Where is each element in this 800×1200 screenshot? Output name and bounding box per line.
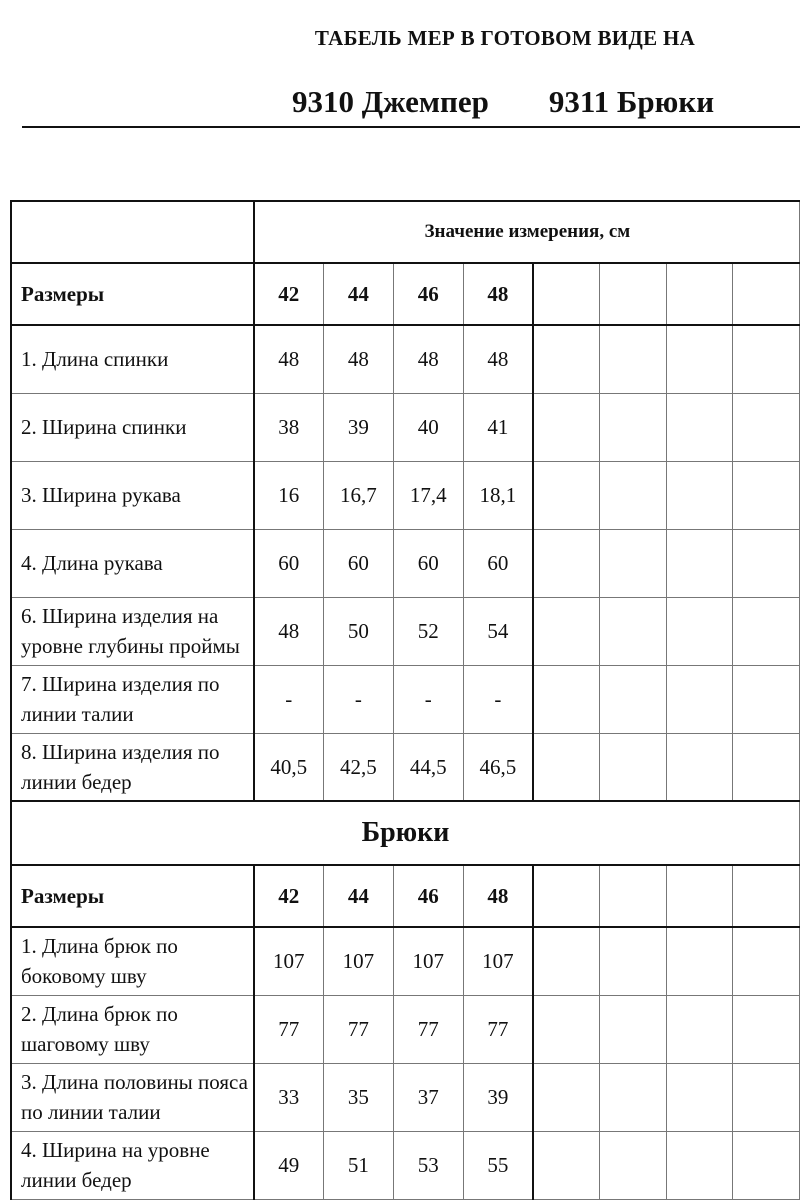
value-cell: 60: [393, 529, 463, 597]
value-cell: 60: [323, 529, 393, 597]
value-cell: 48: [393, 325, 463, 393]
row-label: 4. Ширина на уровне линии бедер: [11, 1131, 254, 1199]
value-cell: 107: [323, 927, 393, 995]
table-row: [11, 529, 800, 597]
value-cell: -: [254, 665, 324, 733]
size-cell: 46: [393, 865, 463, 927]
value-cell: 38: [254, 393, 324, 461]
value-cell: 77: [463, 995, 533, 1063]
value-cell: 40: [393, 393, 463, 461]
value-cell: 49: [254, 1131, 324, 1199]
table-row: [11, 665, 800, 733]
row-label: 4. Длина рукава: [11, 529, 254, 597]
value-cell: 41: [463, 393, 533, 461]
value-cell: 40,5: [254, 733, 324, 801]
trousers-sizes-label: Размеры: [11, 865, 254, 927]
value-cell: 16: [254, 461, 324, 529]
title-underline: [22, 126, 800, 128]
trousers-section-title: Брюки: [11, 801, 800, 865]
row-label: 1. Длина брюк по боковому шву: [11, 927, 254, 995]
row-label: 2. Ширина спинки: [11, 393, 254, 461]
value-cell: 48: [323, 325, 393, 393]
value-cell: 39: [463, 1063, 533, 1131]
table-row: [11, 461, 800, 529]
header-blank-cell: [11, 201, 254, 263]
value-cell: 60: [254, 529, 324, 597]
size-cell: 44: [323, 865, 393, 927]
value-cell: 107: [393, 927, 463, 995]
size-cell: 44: [323, 263, 393, 325]
table-row: [11, 325, 800, 393]
value-cell: 33: [254, 1063, 324, 1131]
jumper-sizes-label: Размеры: [11, 263, 254, 325]
value-cell: 77: [254, 995, 324, 1063]
row-label: 3. Ширина рукава: [11, 461, 254, 529]
value-cell: 48: [254, 325, 324, 393]
value-cell: 77: [393, 995, 463, 1063]
value-cell: 16,7: [323, 461, 393, 529]
size-cell: 48: [463, 865, 533, 927]
value-cell: -: [463, 665, 533, 733]
size-cell: 48: [463, 263, 533, 325]
row-label: 3. Длина половины пояса по линии талии: [11, 1063, 254, 1131]
measurement-table: [10, 200, 800, 1200]
table-row: [11, 1063, 800, 1131]
value-cell: 50: [323, 597, 393, 665]
table-row: [11, 597, 800, 665]
product-jumper: 9310 Джемпер: [292, 84, 489, 119]
table-row: [11, 927, 800, 995]
value-cell: 39: [323, 393, 393, 461]
size-cell: 46: [393, 263, 463, 325]
size-cell: 42: [254, 865, 324, 927]
product-trousers: 9311 Брюки: [548, 84, 715, 119]
value-cell: 46,5: [463, 733, 533, 801]
value-cell: 107: [463, 927, 533, 995]
value-cell: 42,5: [323, 733, 393, 801]
row-label: 1. Длина спинки: [11, 325, 254, 393]
value-cell: 44,5: [393, 733, 463, 801]
table-row: [11, 1131, 800, 1199]
value-cell: -: [323, 665, 393, 733]
table-row: [11, 733, 800, 801]
measurement-header: Значение измерения, см: [254, 201, 800, 263]
value-cell: -: [393, 665, 463, 733]
value-cell: 52: [393, 597, 463, 665]
row-label: 6. Ширина изделия на уровне глубины проймы: [11, 597, 254, 665]
value-cell: 53: [393, 1131, 463, 1199]
document-title: ТАБЕЛЬ МЕР В ГОТОВОМ ВИДЕ НА: [314, 26, 696, 50]
value-cell: 51: [323, 1131, 393, 1199]
value-cell: 107: [254, 927, 324, 995]
value-cell: 55: [463, 1131, 533, 1199]
value-cell: 60: [463, 529, 533, 597]
value-cell: 35: [323, 1063, 393, 1131]
size-cell: 42: [254, 263, 324, 325]
value-cell: 18,1: [463, 461, 533, 529]
header-row: [11, 201, 800, 263]
value-cell: 48: [254, 597, 324, 665]
trousers-sizes-row: [11, 865, 800, 927]
product-codes: [292, 84, 714, 120]
value-cell: 54: [463, 597, 533, 665]
value-cell: 17,4: [393, 461, 463, 529]
row-label: 8. Ширина изделия по линии бедер: [11, 733, 254, 801]
jumper-sizes-row: [11, 263, 800, 325]
table-row: [11, 995, 800, 1063]
table-row: [11, 393, 800, 461]
section-title-row: [11, 801, 800, 865]
value-cell: 48: [463, 325, 533, 393]
row-label: 2. Длина брюк по шаговому шву: [11, 995, 254, 1063]
value-cell: 37: [393, 1063, 463, 1131]
row-label: 7. Ширина изделия по линии талии: [11, 665, 254, 733]
value-cell: 77: [323, 995, 393, 1063]
